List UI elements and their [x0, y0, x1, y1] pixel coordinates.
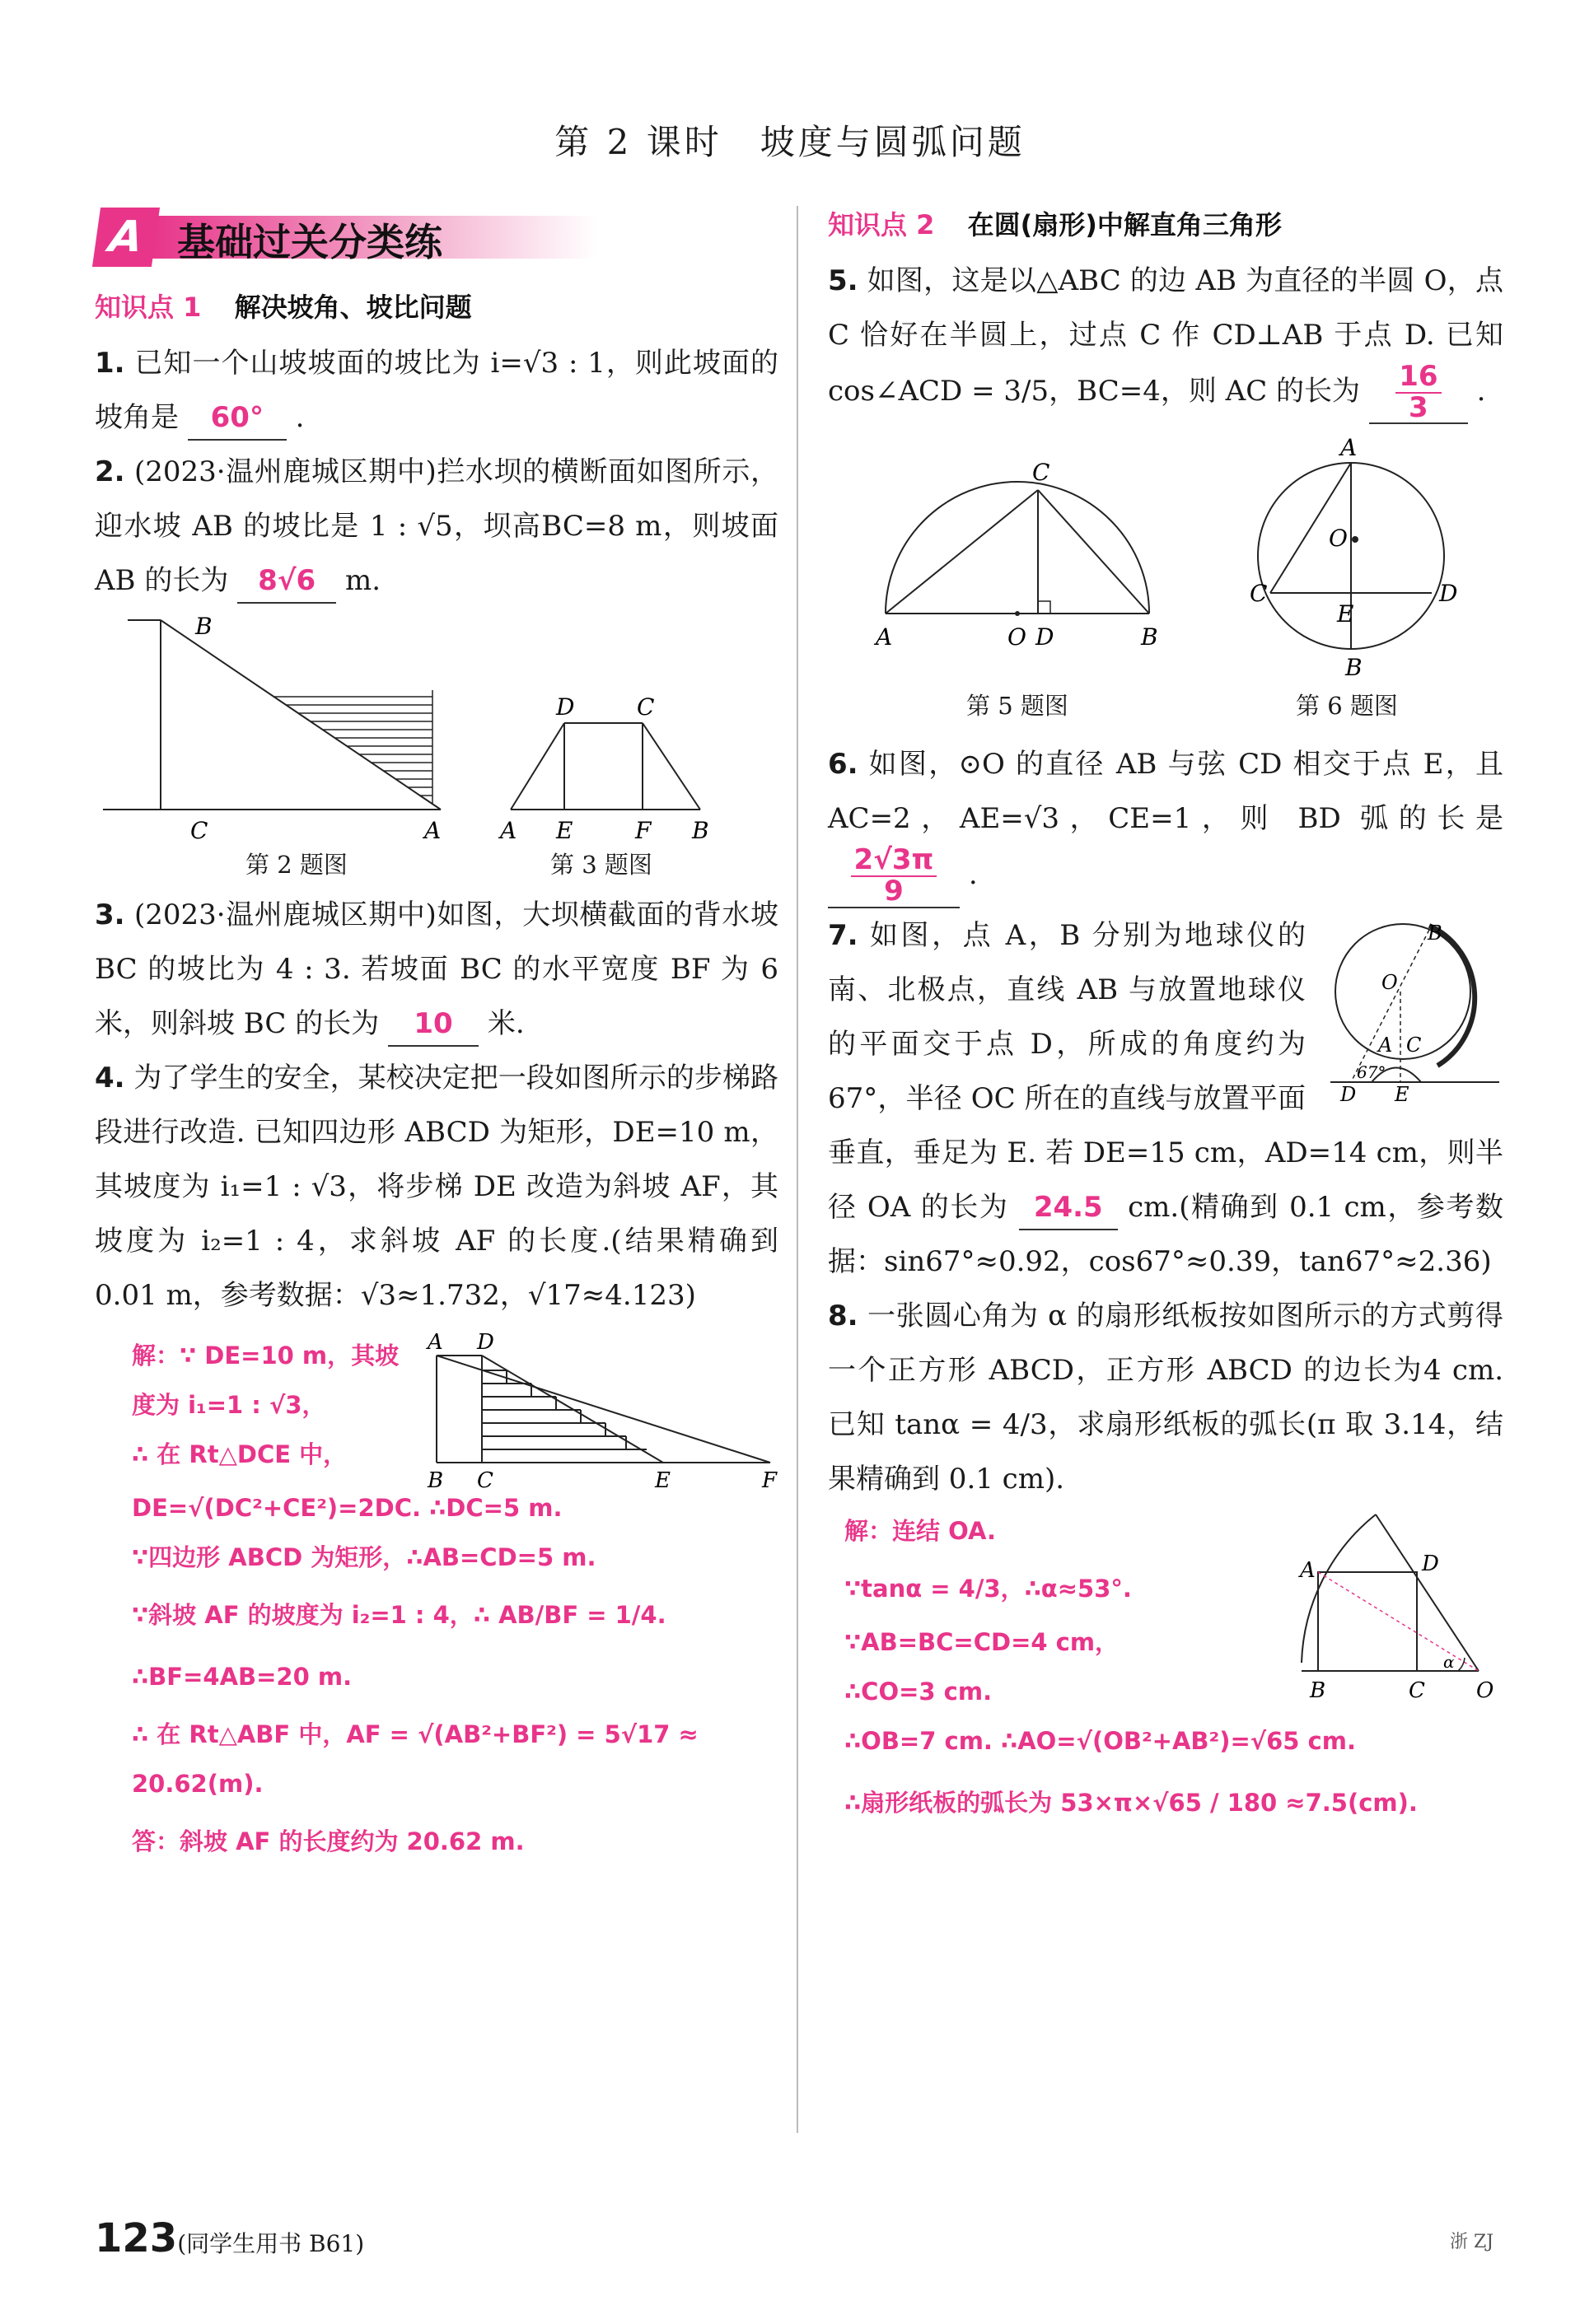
- section-title: 基础过关分类练: [177, 220, 442, 264]
- fig8-label: B: [1310, 1678, 1326, 1703]
- sol4-line: ∴ 在 Rt△ABF 中，AF = √(AB²+BF²) = 5√17 ≈ 20.62(m).: [132, 1720, 699, 1798]
- fig8-label: D: [1422, 1551, 1439, 1576]
- fig5-label: A: [876, 623, 893, 651]
- q5-number: 5.: [828, 264, 858, 297]
- question-5: [828, 254, 1503, 424]
- q5-text: 如图，这是以△ABC 的边 AB 为直径的半圆 O，点 C 恰好在半圆上，过点 C 作 CD⊥AB 于点 D. 已知 cos∠ACD = 3/5，BC=4，则 AC 的长为: [828, 264, 1503, 408]
- question-1: [95, 336, 778, 445]
- q5-answer: [1369, 362, 1468, 424]
- fig6-label: D: [1439, 580, 1458, 608]
- q6-tail: .: [968, 858, 978, 892]
- fig7-label: C: [1406, 1033, 1422, 1057]
- fig6-label: E: [1337, 600, 1354, 628]
- fig7-label: D: [1340, 1082, 1357, 1103]
- fig4-diagram: [416, 1331, 787, 1496]
- q6-number: 6.: [828, 748, 858, 782]
- q3-tail: 米.: [487, 1007, 525, 1040]
- fig5-label: O: [1007, 623, 1026, 651]
- fig-captions-2-3: [95, 847, 778, 888]
- section-badge: A: [92, 208, 160, 267]
- sol8-line: ∴OB=7 cm. ∴AO=√(OB²+AB²)=√65 cm.: [844, 1726, 1356, 1755]
- fig2-label: B: [195, 613, 213, 640]
- page-note: (同学生用书 B61): [177, 2230, 365, 2257]
- question-2: [95, 445, 778, 608]
- sol8-line: ∵AB=BC=CD=4 cm，: [844, 1627, 1120, 1656]
- page-footer: [95, 2215, 364, 2261]
- fig5-label: C: [1032, 459, 1050, 487]
- fig8-label: C: [1409, 1678, 1425, 1703]
- knowledge-point-2: [828, 204, 1503, 242]
- q1-number: 1.: [95, 347, 125, 380]
- q8-solution-block: [828, 1506, 1503, 1852]
- sol8-line: ∴扇形纸板的弧长为 53×π×√65 / 180 ≈7.5(cm).: [844, 1788, 1418, 1817]
- question-8: [828, 1289, 1503, 1506]
- fig4-label: F: [762, 1468, 778, 1493]
- q1-answer: 60°: [188, 396, 287, 441]
- fig8-label: A: [1300, 1557, 1316, 1583]
- q5-answer-den: 3: [1409, 390, 1428, 424]
- fig7-label: B: [1428, 921, 1442, 945]
- edition-tag: 浙 ZJ: [1450, 2232, 1494, 2252]
- fig6-label: B: [1345, 654, 1363, 682]
- q4-number: 4.: [95, 1062, 125, 1094]
- fig8-diagram: [1285, 1506, 1508, 1720]
- question-3: [95, 888, 778, 1051]
- q6-answer-num: 2√3π: [851, 846, 937, 877]
- fig2-label: C: [190, 817, 208, 844]
- fig7-label: O: [1381, 970, 1398, 994]
- fig5-label: B: [1141, 623, 1158, 651]
- sol8-line: ∵tanα = 4/3，∴α≈53°.: [844, 1574, 1132, 1603]
- q3-text: (2023·温州鹿城区期中)如图，大坝横截面的背水坡 BC 的坡比为 4 : 3. 若坡面 BC 的水平宽度 BF 为 6 米，则斜坡 BC 的长为: [95, 898, 778, 1040]
- sol4-line: ∵斜坡 AF 的坡度为 i₂=1 : 4，∴ AB/BF = 1/4.: [132, 1601, 666, 1629]
- q8-text: 一张圆心角为 α 的扇形纸板按如图所示的方式剪得一个正方形 ABCD，正方形 ABCD 的边长为4 cm. 已知 tanα = 4/3，求扇形纸板的弧长(π 取 3.14，结果精确到 0.1 cm).: [828, 1299, 1503, 1496]
- fig2-caption: 第 2 题图: [245, 851, 348, 879]
- fig8-label: O: [1476, 1678, 1494, 1703]
- fig4-label: B: [428, 1468, 444, 1493]
- fig5-label: D: [1035, 623, 1054, 651]
- kp2-title: 在圆(扇形)中解直角三角形: [967, 209, 1282, 240]
- q2-number: 2.: [95, 455, 125, 488]
- fig5-caption: 第 5 题图: [966, 692, 1068, 721]
- fig-captions-5-6: [828, 688, 1503, 737]
- fig3-label: B: [692, 817, 709, 844]
- fig7-label: E: [1395, 1082, 1409, 1103]
- fig6-label: O: [1329, 525, 1348, 553]
- sol4-line: ∵四边形 ABCD 为矩形，∴AB=CD=5 m.: [132, 1543, 596, 1571]
- fig6-label: A: [1340, 434, 1358, 462]
- fig3-label: C: [637, 693, 655, 721]
- sol4-line: DE=√(DC²+CE²)=2DC. ∴DC=5 m.: [132, 1494, 563, 1522]
- fig3-label: F: [635, 817, 652, 844]
- fig7-label: 67°: [1357, 1062, 1386, 1082]
- question-7-block: [828, 908, 1503, 1289]
- q5-answer-num: 16: [1395, 362, 1441, 394]
- sol4-line: 答：斜坡 AF 的长度约为 20.62 m.: [132, 1827, 525, 1855]
- fig4-label: E: [655, 1468, 671, 1493]
- page-title: 第 2 课时 坡度与圆弧问题: [554, 122, 1026, 162]
- question-4: [95, 1051, 778, 1323]
- q2-answer: 8√6: [237, 559, 336, 604]
- fig4-label: C: [477, 1468, 493, 1493]
- q7-text: 如图，点 A，B 分别为地球仪的南、北极点，直线 AB 与放置地球仪的平面交于点 D，所成的角度约为 67°，半径 OC 所在的直线与放置平面垂直，垂足为 E. 若 DE=15 cm，AD=14 cm，则半径 OA 的长为: [828, 918, 1503, 1224]
- q7-answer: 24.5: [1019, 1186, 1118, 1230]
- left-column: [95, 198, 778, 1957]
- fig5-fig6-diagram: [828, 424, 1503, 688]
- question-6: [828, 737, 1503, 908]
- q6-text: 如图，⊙O 的直径 AB 与弦 CD 相交于点 E，且 AC=2，AE=√3，CE=1，则 BD 弧的长是: [828, 748, 1504, 836]
- kp1-label: 知识点 1: [95, 292, 202, 323]
- q2-text: (2023·温州鹿城区期中)拦水坝的横断面如图所示，迎水坡 AB 的坡比是 1 : √5，坝高BC=8 m，则坡面 AB 的长为: [95, 455, 778, 597]
- sol4-line: ∴ 在 Rt△DCE 中，: [132, 1440, 348, 1468]
- fig7-label: A: [1378, 1033, 1393, 1057]
- sol4-line: ∴BF=4AB=20 m.: [132, 1663, 353, 1691]
- q1-tail: .: [295, 401, 305, 434]
- q8-number: 8.: [828, 1299, 858, 1332]
- q4-solution-block: [95, 1323, 778, 1957]
- kp1-title: 解决坡角、坡比问题: [234, 292, 472, 323]
- q1-text: 已知一个山坡坡面的坡比为 i=√3 : 1，则此坡面的坡角是: [95, 347, 778, 434]
- q3-answer: 10: [388, 1002, 479, 1047]
- fig3-label: A: [500, 817, 517, 844]
- fig8-label: α: [1443, 1651, 1455, 1672]
- q7-tail: cm.(精确到 0.1 cm，参考数据：sin67°≈0.92，cos67°≈0.39，tan67°≈2.36): [828, 1190, 1504, 1278]
- q4-text: 为了学生的安全，某校决定把一段如图所示的步梯路段进行改造. 已知四边形 ABCD 为矩形，DE=10 m，其坡度为 i₁=1 : √3，将步梯 DE 改造为斜坡 AF，其坡度为 i₂=1 : 4，求斜坡 AF 的长度.(结果精确到 0.01 m，参考数据：√3≈1.732，√17≈4.123): [95, 1062, 779, 1312]
- fig2-label: A: [424, 817, 442, 844]
- fig4-label: D: [477, 1331, 494, 1355]
- sol4-line: 解：∵ DE=10 m，其坡度为 i₁=1 : √3，: [132, 1342, 400, 1419]
- sol8-line: ∴CO=3 cm.: [844, 1677, 993, 1706]
- right-column: [828, 198, 1503, 1852]
- sol8-line: 解：连结 OA.: [844, 1516, 996, 1545]
- fig6-label: C: [1250, 580, 1268, 608]
- q6-answer: [828, 843, 960, 908]
- knowledge-point-1: [95, 287, 778, 324]
- q7-number: 7.: [828, 918, 858, 952]
- fig3-caption: 第 3 题图: [550, 851, 652, 879]
- kp2-label: 知识点 2: [828, 209, 935, 240]
- fig6-caption: 第 6 题图: [1296, 692, 1398, 721]
- fig2-diagram: [95, 608, 778, 847]
- q2-tail: m.: [344, 564, 381, 597]
- figures-2-3: [95, 608, 778, 847]
- fig7-diagram: [1314, 913, 1503, 1103]
- fig4-label: A: [428, 1331, 443, 1355]
- q5-tail: .: [1476, 375, 1486, 408]
- section-header: [95, 198, 778, 272]
- column-divider: [797, 206, 798, 2133]
- q3-number: 3.: [95, 898, 125, 931]
- page-number: 123: [95, 2215, 178, 2261]
- q6-answer-den: 9: [884, 875, 904, 908]
- fig3-label: D: [556, 693, 575, 721]
- figures-5-6: [828, 424, 1503, 688]
- fig3-label: E: [556, 817, 573, 844]
